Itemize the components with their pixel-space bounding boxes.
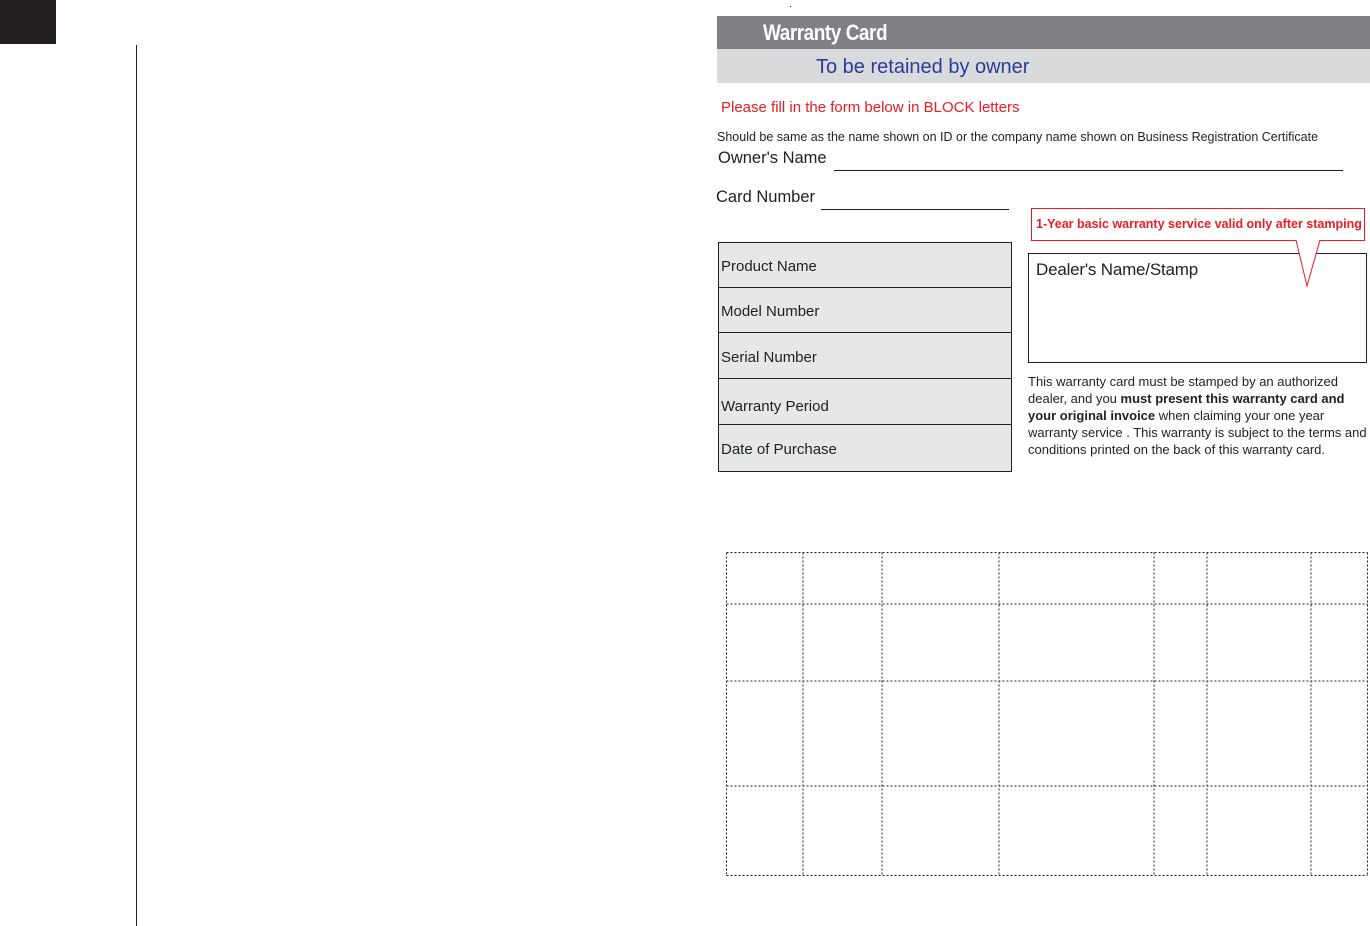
table-row[interactable] <box>719 334 1011 379</box>
warranty-terms <box>1028 373 1370 458</box>
card-subtitle: To be retained by owner <box>816 56 1030 78</box>
fold-line <box>136 45 137 926</box>
date-of-purchase-label: Date of Purchase <box>721 441 837 458</box>
owner-name-field[interactable] <box>834 170 1343 171</box>
print-mark <box>790 6 791 7</box>
callout-pointer-icon <box>1290 240 1330 290</box>
table-row[interactable] <box>719 243 1011 288</box>
id-name-note: Should be same as the name shown on ID or the company name shown on Business Registration Certificate <box>717 130 1319 144</box>
block-letters-note: Please fill in the form below in BLOCK letters <box>721 99 1020 116</box>
table-row[interactable] <box>719 288 1011 333</box>
card-number-label: Card Number <box>716 188 816 206</box>
product-name-label: Product Name <box>721 258 817 275</box>
card-title: Warranty Card <box>763 20 888 45</box>
serial-number-label: Serial Number <box>721 349 817 366</box>
terms-text: This warranty card must be stamped by an authorized dealer, and you <box>1028 374 1338 406</box>
terms-emphasis: must present this warranty card and your original invoice <box>1028 391 1345 423</box>
warranty-period-label: Warranty Period <box>721 398 829 415</box>
dealer-stamp-label: Dealer's Name/Stamp <box>1036 260 1198 279</box>
table-row[interactable] <box>719 426 1011 471</box>
owner-name-label: Owner's Name <box>718 149 827 167</box>
card-number-field[interactable] <box>821 209 1009 210</box>
corner-tab <box>0 0 56 44</box>
product-info-table <box>718 242 1012 472</box>
table-row[interactable] <box>719 380 1011 425</box>
subtitle-band <box>717 49 1370 83</box>
model-number-label: Model Number <box>721 303 820 320</box>
service-record-grid <box>726 552 1369 877</box>
stamping-callout-text: 1-Year basic warranty service valid only after stamping <box>1036 217 1362 231</box>
terms-text: when claiming your one year warranty service . This warranty is subject to the terms and conditions printed on the back of this warranty card. <box>1028 408 1367 457</box>
